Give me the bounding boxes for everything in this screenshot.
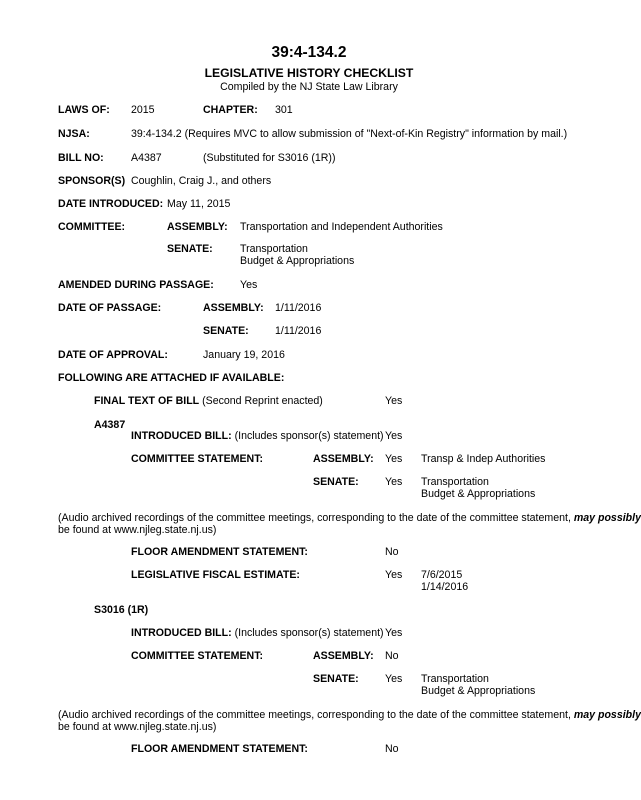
s3016-cs-senate-committee-1: Transportation — [421, 673, 489, 685]
attached-heading: FOLLOWING ARE ATTACHED IF AVAILABLE: — [58, 372, 285, 384]
s3016-cs-senate-label: SENATE: — [313, 673, 359, 685]
bill-substitution-note: (Substituted for S3016 (1R)) — [203, 152, 336, 164]
date-introduced-label: DATE INTRODUCED: — [58, 198, 164, 210]
a4387-fiscal-date-2: 1/14/2016 — [421, 581, 469, 593]
s3016-cs-assembly-label: ASSEMBLY: — [313, 650, 374, 662]
committee-label: COMMITTEE: — [58, 221, 126, 233]
a4387-cs-assembly-label: ASSEMBLY: — [313, 453, 374, 465]
final-text-value: Yes — [385, 395, 403, 407]
a4387-cs-assembly-committee: Transp & Indep Authorities — [421, 453, 546, 465]
audio-note-emphasis: may possibly — [573, 512, 641, 524]
amended-label: AMENDED DURING PASSAGE: — [58, 279, 214, 291]
s3016-introduced-label: INTRODUCED BILL: — [131, 627, 232, 639]
njsa-value: 39:4-134.2 (Requires MVC to allow submission of "Next-of-Kin Registry" information by mail.) — [131, 128, 568, 140]
sponsors-label: SPONSOR(S) — [58, 175, 126, 187]
laws-of-label: LAWS OF: — [58, 104, 110, 116]
passage-assembly-label: ASSEMBLY: — [203, 302, 264, 314]
audio-note-2-line-2: be found at www.njleg.state.nj.us) — [58, 721, 217, 733]
s3016-committee-statement-label: COMMITTEE STATEMENT: — [131, 650, 264, 662]
bill-no-label: BILL NO: — [58, 152, 104, 164]
a4387-introduced-note: (Includes sponsor(s) statement) — [234, 430, 384, 442]
a4387-introduced-value: Yes — [385, 430, 403, 442]
s3016-cs-senate-committee-2: Budget & Appropriations — [421, 685, 536, 697]
committee-senate-value-1: Transportation — [240, 243, 308, 255]
passage-senate-value: 1/11/2016 — [275, 325, 322, 337]
s3016-introduced-value: Yes — [385, 627, 403, 639]
final-text-row — [94, 395, 323, 407]
a4387-floor-value: No — [385, 546, 399, 558]
a4387-introduced-row — [131, 430, 384, 442]
passage-assembly-value: 1/11/2016 — [275, 302, 322, 314]
statute-number: 39:4-134.2 — [271, 44, 347, 61]
passage-label: DATE OF PASSAGE: — [58, 302, 162, 314]
audio-note-2-emphasis: may possibly — [573, 709, 641, 721]
a4387-floor-label: FLOOR AMENDMENT STATEMENT: — [131, 546, 308, 558]
a4387-fiscal-label: LEGISLATIVE FISCAL ESTIMATE: — [131, 569, 300, 581]
passage-senate-label: SENATE: — [203, 325, 249, 337]
s3016-cs-assembly-value: No — [385, 650, 399, 662]
final-text-note: (Second Reprint enacted) — [202, 395, 323, 407]
chapter-value: 301 — [275, 104, 293, 116]
audio-note-2-line-1 — [58, 709, 641, 721]
a4387-fiscal-value: Yes — [385, 569, 403, 581]
a4387-cs-senate-committee-2: Budget & Appropriations — [421, 488, 536, 500]
sponsors-value: Coughlin, Craig J., and others — [131, 175, 272, 187]
approval-value: January 19, 2016 — [203, 349, 285, 361]
s3016-cs-senate-value: Yes — [385, 673, 403, 685]
committee-senate-value-2: Budget & Appropriations — [240, 255, 355, 267]
njsa-label: NJSA: — [58, 128, 90, 140]
a4387-cs-assembly-value: Yes — [385, 453, 403, 465]
s3016-introduced-row — [131, 627, 384, 639]
s3016-heading: S3016 (1R) — [94, 604, 149, 616]
approval-label: DATE OF APPROVAL: — [58, 349, 168, 361]
audio-note-line-1 — [58, 512, 641, 524]
page-title: LEGISLATIVE HISTORY CHECKLIST — [204, 66, 414, 80]
chapter-label: CHAPTER: — [203, 104, 258, 116]
committee-senate-label: SENATE: — [167, 243, 213, 255]
s3016-floor-label: FLOOR AMENDMENT STATEMENT: — [131, 743, 308, 755]
compiled-by: Compiled by the NJ State Law Library — [220, 81, 398, 93]
audio-note-2-text: (Audio archived recordings of the committee meetings, corresponding to the date of the committee statement, — [58, 709, 574, 721]
a4387-cs-senate-committee-1: Transportation — [421, 476, 489, 488]
a4387-introduced-label: INTRODUCED BILL: — [131, 430, 232, 442]
bill-no-value: A4387 — [131, 152, 162, 164]
audio-note-text: (Audio archived recordings of the committee meetings, corresponding to the date of the committee statement, — [58, 512, 574, 524]
a4387-committee-statement-label: COMMITTEE STATEMENT: — [131, 453, 264, 465]
final-text-label: FINAL TEXT OF BILL — [94, 395, 200, 407]
a4387-fiscal-date-1: 7/6/2015 — [421, 569, 463, 581]
date-introduced-value: May 11, 2015 — [167, 198, 231, 210]
audio-note-line-2: be found at www.njleg.state.nj.us) — [58, 524, 217, 536]
laws-of-value: 2015 — [131, 104, 155, 116]
amended-value: Yes — [240, 279, 258, 291]
a4387-heading: A4387 — [94, 419, 126, 431]
committee-assembly-label: ASSEMBLY: — [167, 221, 228, 233]
s3016-floor-value: No — [385, 743, 399, 755]
a4387-cs-senate-label: SENATE: — [313, 476, 359, 488]
s3016-introduced-note: (Includes sponsor(s) statement) — [234, 627, 384, 639]
a4387-cs-senate-value: Yes — [385, 476, 403, 488]
committee-assembly-value: Transportation and Independent Authorities — [240, 221, 443, 233]
